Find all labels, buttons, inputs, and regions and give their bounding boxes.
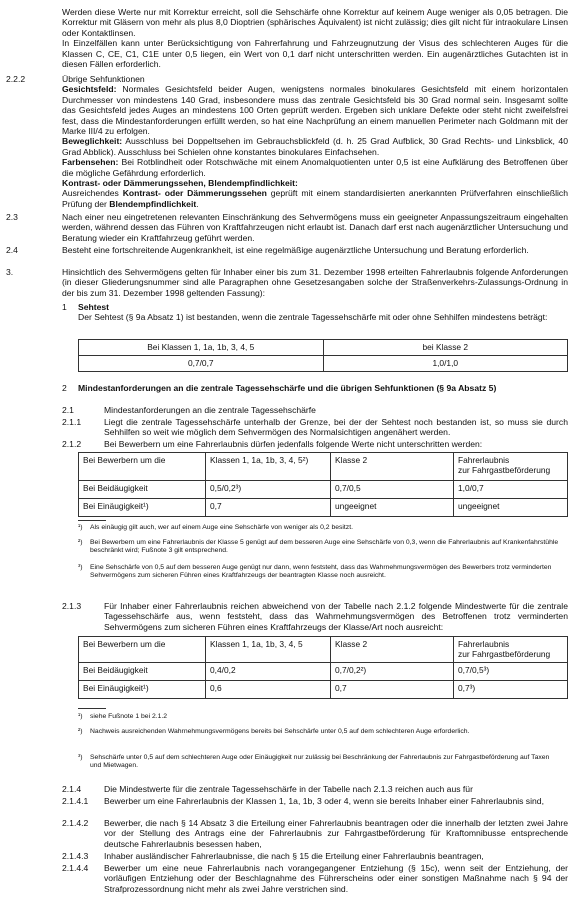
footnote-marker: ¹) bbox=[78, 524, 83, 531]
footnote-marker: ¹) bbox=[78, 713, 83, 720]
table-2-1-3 bbox=[78, 636, 568, 699]
t213-header-0: Bei Bewerbern um die bbox=[79, 637, 206, 663]
section-2-4 bbox=[62, 245, 568, 255]
footnote-marker: ³) bbox=[78, 564, 83, 571]
footnote-rule-2 bbox=[78, 708, 106, 709]
t213-r1-c2: 0,7/0,2²) bbox=[331, 663, 454, 681]
section-number-2-1-4-1: 2.1.4.1 bbox=[62, 796, 89, 806]
t212-r1-c3: 1,0/0,7 bbox=[454, 481, 568, 499]
section-2-1-4-1-text: Bewerber um eine Fahrerlaubnis der Klassen 1, 1a, 1b, 3 oder 4, wenn sie bereits Inhaber einer Fahrerlaubnis sind, bbox=[104, 796, 544, 806]
sehtest-value-1: 0,7/0,7 bbox=[79, 356, 324, 372]
section-2-1-1-text: Liegt die zentrale Tagessehschärfe unterhalb der Grenze, bei der der Sehtest noch bestanden ist, so muss sie durch Sehhilfen so weit wie möglich dem Sehvermögen des Normalsichtigen angenähert werden. bbox=[104, 417, 568, 438]
t213-r2-c2: 0,7 bbox=[331, 681, 454, 699]
contrast-label: Kontrast- oder Dämmerungssehen, Blendempfindlichkeit: bbox=[62, 178, 298, 189]
sehtest-title: Sehtest bbox=[78, 302, 110, 312]
section-2-1-4-2-text: Bewerber, die nach § 14 Absatz 3 die Erteilung einer Fahrerlaubnis beantragen oder die innerhalb der letzten zwei Jahre vor der Stellung des Antrags eine der Fahrerlaubnis zur Fahrgastbeförderung für Kraftomnibusse entsprechende deutsche Fahrerlaubnis besessen haben, bbox=[104, 818, 568, 849]
footnote-212-1 bbox=[78, 524, 560, 532]
t213-header-3b: zur Fahrgastbeförderung bbox=[458, 649, 551, 659]
table-2-1-2 bbox=[78, 452, 568, 517]
section-2-1-4-3-text: Inhaber ausländischer Fahrerlaubnisse, die nach § 15 die Erteilung einer Fahrerlaubnis beantragen, bbox=[104, 851, 484, 861]
section-sehtest bbox=[78, 302, 568, 323]
color-vision-label: Farbensehen: bbox=[62, 157, 119, 168]
contrast-bold: Kontrast- oder Dämmerungssehen bbox=[122, 188, 267, 199]
sehtest-header-2: bei Klasse 2 bbox=[323, 340, 568, 356]
t212-r2-c1: 0,7 bbox=[206, 499, 331, 517]
section-2-3 bbox=[62, 212, 568, 243]
section-number-2-1: 2.1 bbox=[62, 405, 74, 415]
section-2-1-4-text: Die Mindestwerte für die zentrale Tagessehschärfe in der Tabelle nach 2.1.3 reichen auch aus für bbox=[104, 784, 473, 794]
footnote-213-2 bbox=[78, 728, 560, 736]
section-2-1-4 bbox=[104, 784, 568, 794]
footnote-marker: ²) bbox=[78, 539, 83, 546]
sehtest-text: Der Sehtest (§ 9a Absatz 1) ist bestanden, wenn die zentrale Tagessehschärfe mit oder ohne Sehhilfen mindestens beträgt: bbox=[78, 312, 548, 323]
t212-r2-c2: ungeeignet bbox=[331, 499, 454, 517]
t212-header-1: Klassen 1, 1a, 1b, 3, 4, 5²) bbox=[206, 453, 331, 481]
section-number-2-2-2: 2.2.2 bbox=[6, 74, 26, 84]
section-2-1-1 bbox=[104, 417, 568, 438]
t213-header-2: Klasse 2 bbox=[331, 637, 454, 663]
section-2-2-2 bbox=[62, 74, 568, 209]
contrast-text-c: . bbox=[196, 198, 199, 209]
section-number-2-1-2: 2.1.2 bbox=[62, 439, 82, 449]
section-number-2-1-4-3: 2.1.4.3 bbox=[62, 851, 89, 861]
t212-header-2: Klasse 2 bbox=[331, 453, 454, 481]
section-2-4-text: Besteht eine fortschreitende Augenkrankheit, ist eine regelmäßige augenärztliche Untersuchung und Beratung erforderlich. bbox=[62, 245, 529, 255]
color-vision-text: Bei Rotblindheit oder Rotschwäche mit einem Anomalquotienten unter 0,5 ist eine Aufklärung des Betroffenen über die mögliche Gefährdung erforderlich. bbox=[62, 157, 568, 178]
section-number-2-1-4-2: 2.1.4.2 bbox=[62, 818, 89, 828]
t213-r1-c1: 0,4/0,2 bbox=[206, 663, 331, 681]
footnote-212-2 bbox=[78, 539, 560, 556]
field-of-view-label: Gesichtsfeld: bbox=[62, 84, 117, 95]
t213-r2-c3: 0,7³) bbox=[454, 681, 568, 699]
contrast-text-b: geprüft mit einem standardisierten anerkannten Prüfverfahren einschließlich Prüfung der bbox=[62, 188, 568, 209]
t213-r1-c3: 0,7/0,5³) bbox=[454, 663, 568, 681]
sehtest-header-1: Bei Klassen 1, 1a, 1b, 3, 4, 5 bbox=[79, 340, 324, 356]
footnote-text: Eine Sehschärfe von 0,5 auf dem besseren Auge genügt nur dann, wenn feststeht, dass das Wahrnehmungsvermögen des Bewerbers trotz verminderten Sehvermögens zum sicheren Führen eines Kraftfahrzeugs der beantragten Klasse noch ausreicht. bbox=[90, 564, 552, 580]
t213-r2-c1: 0,6 bbox=[206, 681, 331, 699]
section-number-2-1-1: 2.1.1 bbox=[62, 417, 82, 427]
section-3-text: Hinsichtlich des Sehvermögens gelten für Inhaber einer bis zum 31. Dezember 1998 erteilten Fahrerlaubnis folgende Anforderungen (in dieser Gliederungsnummer sind alle Paragraphen ohne Gesetzesangaben solche der Straßenverkehrs-Zulassungs-Ordnung in der bis zum 31. Dezember 1998 geltenden Fassung): bbox=[62, 267, 568, 298]
section-number-2-3: 2.3 bbox=[6, 212, 18, 222]
t212-header-3a: Fahrerlaubnis bbox=[458, 455, 510, 465]
mobility-label: Beweglichkeit: bbox=[62, 136, 123, 147]
sehtest-value-2: 1,0/1,0 bbox=[323, 356, 568, 372]
section-2-1-4-4-text: Bewerber um eine neue Fahrerlaubnis nach vorangegangener Entziehung (§ 15c), wenn seit der Entziehung, der vorläufigen Entziehung oder der Beschlagnahme des Führerscheins oder einer sonstigen Maßnahme nach § 94 der Strafprozessordnung nicht mehr als zwei Jahre verstrichen sind. bbox=[104, 863, 568, 894]
section-2-1-3 bbox=[104, 601, 568, 632]
footnote-rule-1 bbox=[78, 520, 106, 521]
t212-r1-c1: 0,5/0,2³) bbox=[206, 481, 331, 499]
section-2-1 bbox=[104, 405, 568, 415]
t212-r2-c3: ungeeignet bbox=[454, 499, 568, 517]
section-minimum-requirements bbox=[78, 383, 568, 393]
t213-header-3a: Fahrerlaubnis bbox=[458, 639, 510, 649]
section-2-1-4-1 bbox=[104, 796, 568, 806]
mobility-text: Ausschluss bei Doppeltsehen im Gebrauchsblickfeld (d. h. 25 Grad Aufblick, 30 Grad Rechts- und Linksblick, 40 Grad Abblick). Ausschluss bei Schielen ohne konstantes binokulares Einfachsehen. bbox=[62, 136, 568, 157]
t213-header-1: Klassen 1, 1a, 1b, 3, 4, 5 bbox=[206, 637, 331, 663]
t213-r2-c0: Bei Einäugigkeit¹) bbox=[79, 681, 206, 699]
section-number-3: 3. bbox=[6, 267, 14, 277]
section-2-3-text: Nach einer neu eingetretenen relevanten Einschränkung des Sehvermögens muss ein geeigneter Anpassungszeitraum eingehalten werden, während dessen das Führen von Kraftfahrzeugen nicht erlaubt ist. Danach darf erst nach augenärztlicher Untersuchung und Beratung wieder ein Kraftfahrzeug geführt werden. bbox=[62, 212, 568, 243]
section-2-1-2 bbox=[104, 439, 568, 449]
footnote-text: siehe Fußnote 1 bei 2.1.2 bbox=[90, 713, 168, 720]
section-2-1-4-4 bbox=[104, 863, 568, 894]
section-2-1-2-text: Bei Bewerbern um eine Fahrerlaubnis dürfen jedenfalls folgende Werte nicht unterschritten werden: bbox=[104, 439, 483, 449]
footnote-marker: ³) bbox=[78, 754, 83, 761]
t213-r1-c0: Bei Beidäugigkeit bbox=[79, 663, 206, 681]
section-title: Übrige Sehfunktionen bbox=[62, 74, 145, 84]
section-number-2: 2 bbox=[62, 383, 67, 393]
contrast-text-a: Ausreichendes bbox=[62, 188, 123, 199]
t213-header-3 bbox=[454, 637, 568, 663]
footnote-text: Sehschärfe unter 0,5 auf dem schlechteren Auge oder Einäugigkeit nur zulässig bei Beschränkung der Fahrerlaubnis zur Fahrgastbeförderung auf Taxen und Mietwagen. bbox=[90, 754, 550, 770]
section-2-1-text: Mindestanforderungen an die zentrale Tagessehschärfe bbox=[104, 405, 316, 415]
t212-header-3b: zur Fahrgastbeförderung bbox=[458, 465, 551, 475]
section-number-2-4: 2.4 bbox=[6, 245, 18, 255]
footnote-213-1 bbox=[78, 713, 560, 721]
footnote-text: Als einäugig gilt auch, wer auf einem Auge eine Sehschärfe von weniger als 0,2 besitzt. bbox=[90, 524, 353, 531]
minimum-requirements-title: Mindestanforderungen an die zentrale Tagessehschärfe und die übrigen Sehfunktionen (§ 9a Absatz 5) bbox=[78, 383, 497, 393]
footnote-text: Bei Bewerbern um eine Fahrerlaubnis der Klasse 5 genügt auf dem besseren Auge eine Sehschärfe von 0,3, wenn die Fahrerlaubnis auf Krankenfahrstühle beschränkt wird; Fußnote 3 gilt entsprechend. bbox=[90, 539, 559, 555]
intro-block bbox=[62, 7, 568, 69]
t212-r1-c0: Bei Beidäugigkeit bbox=[79, 481, 206, 499]
t212-header-3 bbox=[454, 453, 568, 481]
section-2-1-4-3 bbox=[104, 851, 568, 861]
t212-r1-c2: 0,7/0,5 bbox=[331, 481, 454, 499]
glare-bold: Blendempfindlichkeit bbox=[109, 198, 197, 209]
section-number-2-1-4: 2.1.4 bbox=[62, 784, 82, 794]
section-number-2-1-4-4: 2.1.4.4 bbox=[62, 863, 89, 873]
section-2-1-4-2 bbox=[104, 818, 568, 849]
t212-r2-c0: Bei Einäugigkeit¹) bbox=[79, 499, 206, 517]
footnote-212-3 bbox=[78, 564, 560, 581]
sehtest-table bbox=[78, 339, 568, 372]
footnote-text: Nachweis ausreichenden Wahrnehmungsvermögens bereits bei Sehschärfe unter 0,5 auf dem schlechteren Auge erforderlich. bbox=[90, 728, 470, 735]
footnote-marker: ²) bbox=[78, 728, 83, 735]
intro-paragraph-2: In Einzelfällen kann unter Berücksichtigung von Fahrerfahrung und Fahrzeugnutzung der Visus des schlechteren Auges für die Klassen C, CE, C1, C1E unter 0,5 liegen, ein Wert von 0,1 darf nicht unterschritten werden. Ein augenärztliches Gutachten ist in diesen Fällen erforderlich. bbox=[62, 38, 568, 70]
field-of-view-text: Normales Gesichtsfeld beider Augen, wenigstens normales binokulares Gesichtsfeld mit einem horizontalen Durchmesser von mindestens 140 Grad, insbesondere muss das zentrale Gesichtsfeld bis 30 Grad normal sein. Insgesamt sollte das Gesichtsfeld jedes Auges an mindestens 100 Orten geprüft werden. Ergeben sich unklare Defekte oder steht nicht zweifelsfrei fest, dass die Mindestanforderungen erfüllt werden, so hat eine Nachprüfung an einem manuellen Perimeter nach Goldmann mit der Marke III/4 zu erfolgen. bbox=[62, 84, 568, 137]
section-2-1-3-text: Für Inhaber einer Fahrerlaubnis reichen abweichend von der Tabelle nach 2.1.2 folgende Mindestwerte für die zentrale Tagessehschärfe aus, wenn feststeht, dass das Wahrnehmungsvermögen des Betroffenen trotz verminderten Sehvermögens zum sicheren Führen eines Kraftfahrzeugs der Klasse/Art noch ausreicht: bbox=[104, 601, 568, 632]
section-number-2-1-3: 2.1.3 bbox=[62, 601, 82, 611]
section-number-1: 1 bbox=[62, 302, 67, 312]
section-3 bbox=[62, 267, 568, 298]
t212-header-0: Bei Bewerbern um die bbox=[79, 453, 206, 481]
intro-paragraph-1: Werden diese Werte nur mit Korrektur erreicht, soll die Sehschärfe ohne Korrektur auf keinem Auge weniger als 0,05 betragen. Die Korrektur mit Gläsern von mehr als plus 8,0 Dioptrien (sphärisches Äquivalent) ist nicht zulässig; dies gilt nicht für intraokulare Linsen oder Kontaktlinsen. bbox=[62, 7, 568, 38]
footnote-213-3 bbox=[78, 754, 560, 771]
